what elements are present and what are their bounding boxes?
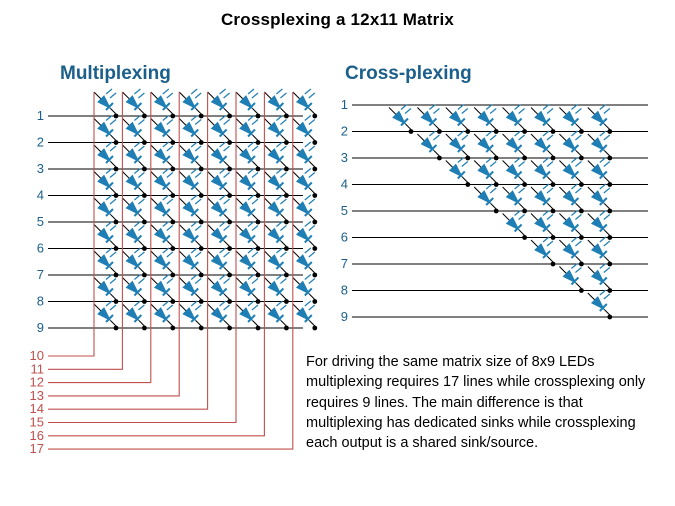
cross-row-label: 8 xyxy=(340,282,348,298)
mux-led xyxy=(264,116,286,141)
junction-dot xyxy=(114,193,119,198)
junction-dot xyxy=(284,167,289,172)
junction-dot xyxy=(256,273,261,278)
cross-led xyxy=(503,184,525,209)
mux-row-label: 3 xyxy=(36,161,44,176)
cross-row-label: 3 xyxy=(340,150,348,165)
cross-led xyxy=(588,158,610,183)
junction-dot xyxy=(142,326,147,331)
junction-dot xyxy=(170,220,175,225)
cross-led xyxy=(588,211,610,236)
junction-dot xyxy=(312,193,317,198)
mux-led xyxy=(179,89,201,114)
junction-dot xyxy=(142,299,147,304)
mux-led xyxy=(208,275,230,300)
junction-dot xyxy=(607,209,612,214)
mux-led xyxy=(122,116,144,141)
mux-led xyxy=(122,275,144,300)
mux-led xyxy=(293,89,315,114)
mux-led xyxy=(122,301,144,326)
junction-dot xyxy=(607,288,612,293)
mux-sink-label: 11 xyxy=(30,361,44,377)
mux-led xyxy=(208,89,230,114)
junction-dot xyxy=(284,273,289,278)
mux-row-label: 5 xyxy=(36,214,44,229)
junction-dot xyxy=(522,235,527,240)
mux-led xyxy=(208,301,230,326)
mux-led xyxy=(122,195,144,220)
junction-dot xyxy=(284,114,289,119)
cross-led xyxy=(588,290,610,315)
junction-dot xyxy=(522,182,527,187)
mux-sink-label: 10 xyxy=(29,348,44,363)
mux-led xyxy=(208,116,230,141)
junction-dot xyxy=(256,140,261,145)
mux-led xyxy=(236,275,258,300)
cross-led xyxy=(389,105,411,130)
junction-dot xyxy=(114,246,119,251)
mux-led xyxy=(236,116,258,141)
cross-led xyxy=(446,105,468,130)
junction-dot xyxy=(607,235,612,240)
crossplexing-heading: Cross-plexing xyxy=(345,63,472,84)
junction-dot xyxy=(170,193,175,198)
junction-dot xyxy=(256,167,261,172)
junction-dot xyxy=(114,140,119,145)
junction-dot xyxy=(312,299,317,304)
junction-dot xyxy=(579,156,584,161)
junction-dot xyxy=(409,129,414,134)
mux-led xyxy=(264,195,286,220)
mux-row-label: 7 xyxy=(36,267,44,282)
junction-dot xyxy=(256,114,261,119)
junction-dot xyxy=(114,167,119,172)
junction-dot xyxy=(312,246,317,251)
junction-dot xyxy=(199,167,204,172)
cross-led xyxy=(531,158,553,183)
junction-dot xyxy=(579,288,584,293)
mux-led xyxy=(151,195,173,220)
junction-dot xyxy=(142,140,147,145)
mux-row-label: 2 xyxy=(36,134,44,150)
junction-dot xyxy=(199,273,204,278)
junction-dot xyxy=(142,273,147,278)
mux-led xyxy=(151,275,173,300)
mux-sink-label: 16 xyxy=(29,427,44,443)
cross-led xyxy=(559,105,581,130)
mux-led xyxy=(94,275,116,300)
junction-dot xyxy=(227,246,232,251)
cross-led xyxy=(446,158,468,183)
cross-row-label: 1 xyxy=(340,97,348,112)
junction-dot xyxy=(114,220,119,225)
mux-led xyxy=(179,275,201,300)
mux-led xyxy=(94,116,116,141)
cross-led xyxy=(531,105,553,130)
mux-led xyxy=(179,169,201,194)
cross-row-label: 5 xyxy=(340,203,348,218)
junction-dot xyxy=(607,129,612,134)
junction-dot xyxy=(551,156,556,161)
cross-led xyxy=(474,131,496,156)
mux-led xyxy=(236,301,258,326)
junction-dot xyxy=(227,299,232,304)
cross-led xyxy=(588,184,610,209)
junction-dot xyxy=(170,326,175,331)
junction-dot xyxy=(465,129,470,134)
mux-led xyxy=(179,142,201,167)
junction-dot xyxy=(199,220,204,225)
mux-led xyxy=(236,195,258,220)
mux-sink-line xyxy=(48,92,264,436)
mux-led xyxy=(151,301,173,326)
mux-row-label: 8 xyxy=(36,293,44,309)
mux-sink-line xyxy=(48,92,208,409)
cross-led xyxy=(588,131,610,156)
mux-row-label: 4 xyxy=(36,187,44,203)
mux-led xyxy=(94,222,116,247)
junction-dot xyxy=(551,129,556,134)
multiplexing-heading: Multiplexing xyxy=(60,63,171,84)
junction-dot xyxy=(312,273,317,278)
junction-dot xyxy=(579,209,584,214)
mux-led xyxy=(94,248,116,273)
mux-sink-label: 14 xyxy=(29,401,44,417)
mux-led xyxy=(179,116,201,141)
junction-dot xyxy=(437,129,442,134)
mux-led xyxy=(264,301,286,326)
junction-dot xyxy=(227,220,232,225)
junction-dot xyxy=(142,167,147,172)
junction-dot xyxy=(494,209,499,214)
junction-dot xyxy=(551,235,556,240)
junction-dot xyxy=(312,114,317,119)
cross-led xyxy=(503,211,525,236)
junction-dot xyxy=(607,156,612,161)
mux-led xyxy=(122,248,144,273)
mux-led xyxy=(179,301,201,326)
mux-led xyxy=(179,222,201,247)
mux-led xyxy=(208,222,230,247)
cross-led xyxy=(417,131,439,156)
cross-led xyxy=(559,237,581,262)
junction-dot xyxy=(170,273,175,278)
mux-sink-label: 13 xyxy=(29,387,44,403)
junction-dot xyxy=(579,262,584,267)
cross-led xyxy=(588,105,610,130)
mux-sink-label: 15 xyxy=(29,414,44,430)
junction-dot xyxy=(551,182,556,187)
junction-dot xyxy=(199,114,204,119)
cross-led xyxy=(559,158,581,183)
cross-led xyxy=(559,264,581,289)
mux-led xyxy=(293,195,315,220)
mux-row-label: 1 xyxy=(36,108,44,123)
mux-led xyxy=(293,275,315,300)
cross-led xyxy=(474,184,496,209)
mux-led xyxy=(208,142,230,167)
junction-dot xyxy=(551,209,556,214)
mux-led xyxy=(264,222,286,247)
mux-led xyxy=(122,142,144,167)
junction-dot xyxy=(170,246,175,251)
junction-dot xyxy=(522,156,527,161)
mux-led xyxy=(236,89,258,114)
mux-led xyxy=(264,169,286,194)
cross-led xyxy=(417,105,439,130)
mux-led xyxy=(264,89,286,114)
junction-dot xyxy=(199,140,204,145)
mux-led xyxy=(293,169,315,194)
cross-led xyxy=(503,131,525,156)
junction-dot xyxy=(256,193,261,198)
mux-led xyxy=(122,222,144,247)
junction-dot xyxy=(227,326,232,331)
cross-led xyxy=(559,184,581,209)
junction-dot xyxy=(579,235,584,240)
junction-dot xyxy=(465,156,470,161)
junction-dot xyxy=(494,156,499,161)
cross-led xyxy=(531,184,553,209)
mux-led xyxy=(151,116,173,141)
junction-dot xyxy=(142,220,147,225)
junction-dot xyxy=(199,246,204,251)
cross-led xyxy=(531,131,553,156)
cross-led xyxy=(588,237,610,262)
cross-row-label: 7 xyxy=(340,256,348,271)
mux-led xyxy=(151,169,173,194)
junction-dot xyxy=(494,129,499,134)
junction-dot xyxy=(256,246,261,251)
mux-led xyxy=(293,248,315,273)
mux-led xyxy=(264,275,286,300)
cross-led xyxy=(503,158,525,183)
mux-led xyxy=(151,222,173,247)
mux-led xyxy=(293,301,315,326)
mux-led xyxy=(293,222,315,247)
junction-dot xyxy=(607,315,612,320)
mux-led xyxy=(236,142,258,167)
cross-row-label: 6 xyxy=(340,229,348,245)
junction-dot xyxy=(607,262,612,267)
junction-dot xyxy=(227,167,232,172)
mux-sink-label: 12 xyxy=(29,374,44,390)
junction-dot xyxy=(142,114,147,119)
junction-dot xyxy=(494,182,499,187)
junction-dot xyxy=(437,156,442,161)
mux-led xyxy=(179,248,201,273)
junction-dot xyxy=(256,299,261,304)
junction-dot xyxy=(114,273,119,278)
junction-dot xyxy=(170,167,175,172)
junction-dot xyxy=(312,167,317,172)
junction-dot xyxy=(114,299,119,304)
junction-dot xyxy=(114,326,119,331)
mux-led xyxy=(122,169,144,194)
mux-led xyxy=(151,89,173,114)
junction-dot xyxy=(199,193,204,198)
mux-led xyxy=(208,248,230,273)
mux-led xyxy=(94,169,116,194)
junction-dot xyxy=(312,220,317,225)
cross-led xyxy=(531,237,553,262)
cross-row-label: 2 xyxy=(340,123,348,139)
junction-dot xyxy=(312,326,317,331)
mux-led xyxy=(208,169,230,194)
explanation-text: For driving the same matrix size of 8x9 LEDs multiplexing requires 17 lines while crossplexing only requires 9 lines. The main difference is that multiplexing has dedicated sinks while crossplexing each output is a shared sink/source. xyxy=(306,354,646,452)
mux-led xyxy=(122,89,144,114)
junction-dot xyxy=(465,182,470,187)
junction-dot xyxy=(607,182,612,187)
mux-led xyxy=(264,248,286,273)
junction-dot xyxy=(284,220,289,225)
mux-led xyxy=(94,142,116,167)
junction-dot xyxy=(312,140,317,145)
junction-dot xyxy=(170,114,175,119)
junction-dot xyxy=(227,273,232,278)
mux-row-label: 6 xyxy=(36,240,44,256)
junction-dot xyxy=(142,193,147,198)
junction-dot xyxy=(199,299,204,304)
mux-led xyxy=(179,195,201,220)
mux-led xyxy=(293,142,315,167)
mux-led xyxy=(94,195,116,220)
cross-led xyxy=(474,158,496,183)
cross-row-label: 9 xyxy=(340,309,348,324)
junction-dot xyxy=(522,129,527,134)
junction-dot xyxy=(227,114,232,119)
mux-led xyxy=(293,116,315,141)
page-title: Crossplexing a 12x11 Matrix xyxy=(220,10,455,29)
mux-led xyxy=(264,142,286,167)
mux-led xyxy=(151,248,173,273)
junction-dot xyxy=(522,209,527,214)
cross-led xyxy=(503,105,525,130)
mux-led xyxy=(236,222,258,247)
junction-dot xyxy=(170,299,175,304)
junction-dot xyxy=(284,326,289,331)
cross-led xyxy=(474,105,496,130)
junction-dot xyxy=(579,182,584,187)
junction-dot xyxy=(142,246,147,251)
cross-led xyxy=(446,131,468,156)
junction-dot xyxy=(284,140,289,145)
junction-dot xyxy=(551,262,556,267)
junction-dot xyxy=(256,220,261,225)
junction-dot xyxy=(284,193,289,198)
cross-led xyxy=(531,211,553,236)
junction-dot xyxy=(199,326,204,331)
junction-dot xyxy=(170,140,175,145)
cross-row-label: 4 xyxy=(340,176,348,192)
mux-led xyxy=(236,248,258,273)
cross-led xyxy=(559,211,581,236)
junction-dot xyxy=(256,326,261,331)
mux-led xyxy=(94,301,116,326)
mux-sink-label: 17 xyxy=(29,441,44,457)
mux-row-label: 9 xyxy=(36,320,44,335)
junction-dot xyxy=(227,193,232,198)
mux-led xyxy=(208,195,230,220)
mux-led xyxy=(236,169,258,194)
mux-led xyxy=(151,142,173,167)
cross-led xyxy=(588,264,610,289)
junction-dot xyxy=(114,114,119,119)
junction-dot xyxy=(284,299,289,304)
junction-dot xyxy=(227,140,232,145)
mux-sink-line xyxy=(48,92,94,356)
junction-dot xyxy=(579,129,584,134)
cross-led xyxy=(559,131,581,156)
mux-led xyxy=(94,89,116,114)
junction-dot xyxy=(284,246,289,251)
